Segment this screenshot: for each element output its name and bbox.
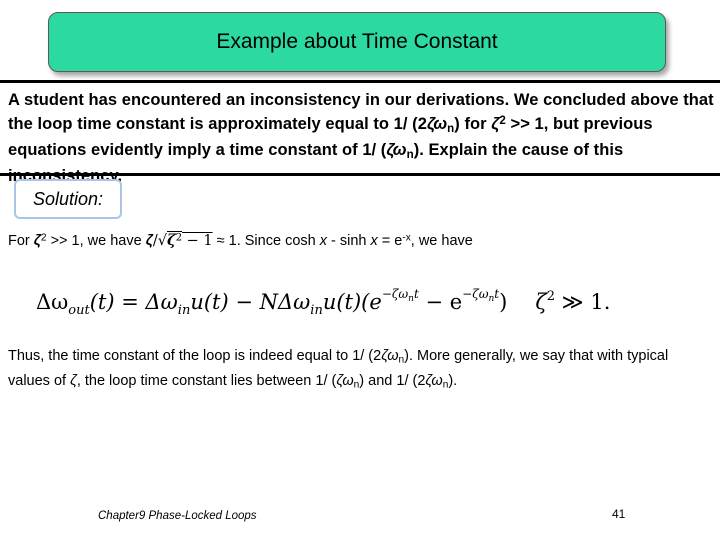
zeta-symbol: ζ bbox=[336, 372, 343, 389]
problem-text-3: >> 1, but previous equations evidently imply a time constant of 1/ ( bbox=[8, 115, 653, 160]
zeta-symbol: ζ bbox=[33, 233, 41, 249]
zeta-symbol: ζ bbox=[386, 141, 393, 160]
eq-cond-gg: ≫ 1. bbox=[555, 290, 611, 314]
conclusion-4: ) and 1/ (2 bbox=[359, 372, 426, 389]
n-subscript: n bbox=[447, 123, 455, 136]
eq-cond-zeta: ζ bbox=[535, 290, 547, 314]
solution-line bbox=[8, 232, 473, 249]
eq-minus-e: − e bbox=[418, 290, 463, 314]
sqrt-expression bbox=[153, 233, 213, 249]
zeta-symbol: ζ bbox=[145, 233, 153, 249]
squared-superscript: 2 bbox=[40, 232, 47, 244]
eq-arg: (t) = Δω bbox=[89, 290, 178, 314]
zeta-symbol: ζ bbox=[491, 115, 500, 134]
conclusion-2: ). More generally, we say that with typical values of bbox=[8, 348, 669, 389]
x-variable: x bbox=[370, 233, 378, 249]
bottom-divider bbox=[0, 173, 720, 176]
eq-exp1: −ζω bbox=[381, 287, 409, 301]
eq-exp2-t: t bbox=[494, 287, 500, 301]
n-subscript: n bbox=[398, 354, 405, 366]
x-variable: x bbox=[319, 233, 327, 249]
n-subscript: n bbox=[353, 379, 360, 391]
omega-symbol: ω bbox=[431, 372, 443, 389]
problem-text-2: ) for bbox=[454, 115, 492, 134]
squared-superscript: 2 bbox=[499, 115, 506, 127]
omega-symbol: ω bbox=[433, 115, 448, 134]
eq-exp1-t: t bbox=[413, 287, 419, 301]
omega-symbol: ω bbox=[342, 372, 354, 389]
eq-exp1-n: n bbox=[408, 294, 414, 304]
step-response-equation bbox=[0, 270, 720, 332]
slide-title: Example about Time Constant bbox=[216, 30, 498, 53]
omega-symbol: ω bbox=[387, 348, 399, 364]
solution-eq: = e bbox=[377, 233, 403, 249]
zeta-symbol: ζ bbox=[70, 372, 77, 389]
zeta-symbol: ζ bbox=[381, 348, 388, 364]
problem-text-4: ). Explain the cause of this bbox=[413, 141, 624, 160]
eq-lhs: Δω bbox=[36, 290, 69, 314]
sqrt-sign: /√ bbox=[152, 233, 167, 249]
problem-text-1: A student has encountered an inconsistency in our derivations. We concluded above that the loop time constant is approximately equal to 1/ (2 bbox=[8, 91, 714, 134]
n-subscript: n bbox=[442, 379, 449, 391]
solution-approx: ≈ 1. Since cosh bbox=[216, 233, 320, 249]
solution-label-box bbox=[14, 179, 122, 219]
zeta-symbol: ζ bbox=[425, 372, 432, 389]
page-number: 41 bbox=[612, 507, 626, 521]
conclusion-3: , the loop time constant lies between 1/ ( bbox=[76, 372, 337, 389]
conclusion-5: ). bbox=[448, 372, 458, 389]
eq-step2: u(t)(e bbox=[322, 290, 382, 314]
zeta-symbol: ζ bbox=[426, 115, 434, 134]
eq-exp2-n: n bbox=[488, 294, 495, 304]
solution-tail: , we have bbox=[410, 233, 473, 249]
sqrt-radicand: $\zeta^2 - 1$ bbox=[166, 232, 213, 249]
solution-cond: >> 1, we have bbox=[46, 233, 146, 249]
omega-symbol: ω bbox=[392, 141, 407, 160]
eq-in-sub: in bbox=[310, 303, 323, 318]
svg-text:Δωout(t) = Δωinu(t) − NΔωinu(t bbox=[36, 287, 610, 318]
n-subscript: n bbox=[406, 148, 414, 161]
title-box bbox=[48, 12, 666, 72]
top-divider bbox=[0, 80, 720, 83]
eq-cond-sq: 2 bbox=[546, 289, 555, 304]
solution-lead: For bbox=[8, 233, 34, 249]
eq-close: ) bbox=[499, 290, 508, 314]
neg-x-superscript: -x bbox=[402, 232, 411, 244]
solution-label: Solution: bbox=[32, 188, 104, 209]
eq-in-sub: in bbox=[177, 303, 191, 318]
eq-out-sub: out bbox=[68, 303, 90, 318]
solution-minus: - sinh bbox=[326, 233, 371, 249]
conclusion-1: Thus, the time constant of the loop is indeed equal to 1/ (2 bbox=[8, 348, 382, 364]
eq-exp2: −ζω bbox=[462, 287, 489, 301]
conclusion-text bbox=[8, 346, 714, 395]
footer-chapter: Chapter9 Phase-Locked Loops bbox=[98, 510, 257, 522]
eq-step1: u(t) − NΔω bbox=[190, 290, 311, 314]
